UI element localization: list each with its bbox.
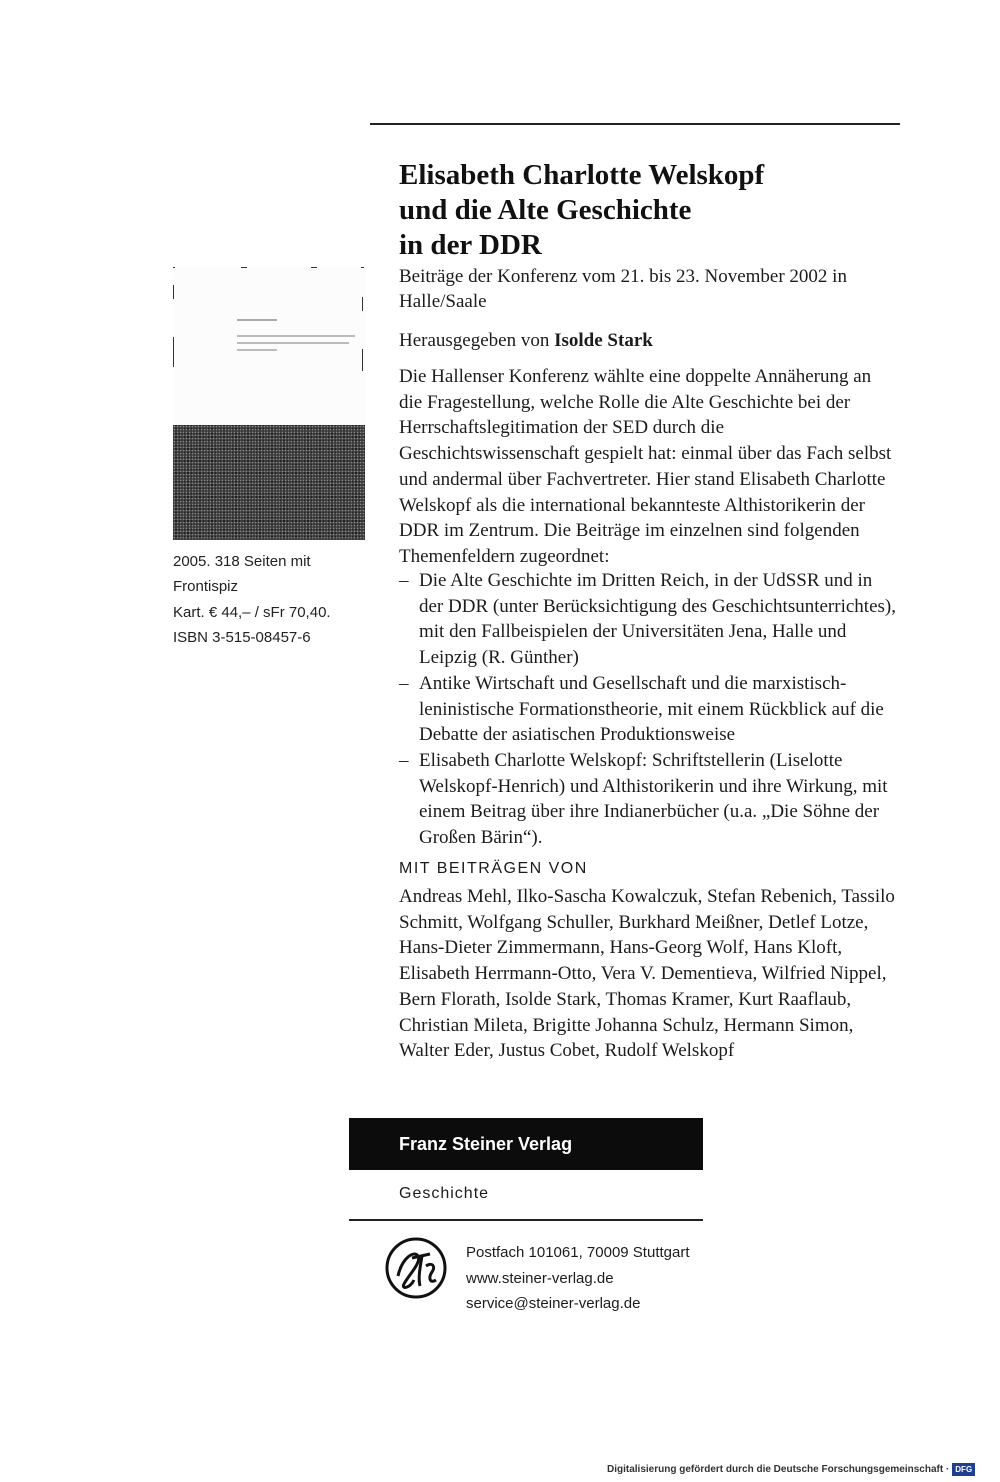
publisher-website-link[interactable]: www.steiner-verlag.de xyxy=(466,1269,614,1287)
editor-line xyxy=(399,328,653,353)
book-title-line-1: Elisabeth Charlotte Welskopf xyxy=(399,159,765,191)
publisher-banner xyxy=(349,1118,703,1170)
cover-edge-right xyxy=(362,297,363,311)
book-title-line-2: und die Alte Geschichte xyxy=(399,194,692,226)
publisher-email-link[interactable]: service@steiner-verlag.de xyxy=(466,1295,641,1312)
cover-faint-text xyxy=(237,319,359,351)
top-divider xyxy=(370,123,900,125)
book-price: Kart. € 44,– / sFr 70,40. xyxy=(173,603,331,621)
contributors-list: Andreas Mehl, Ilko-Sascha Kowalczuk, Stefan Rebenich, Tassilo Schmitt, Wolfgang Schuller, Burkhard Meißner, Detlef Lotze, Hans-Dieter Zimmermann, Hans-Georg Wolf, Hans Kloft, Elisabeth Herrmann-Otto, Vera V. Dementieva, Wilfried Nippel, Bern Florath, Isolde Stark, Thomas Kramer, Kurt Raaflaub, Christian Mileta, Brigitte Johanna Schulz, Hermann Simon, Walter Eder, Justus Cobet, Rudolf Welskopf xyxy=(399,886,895,1062)
topic-item: – Elisabeth Charlotte Welskopf: Schriftstellerin (Liselotte Welskopf-Henrich) und Althistorikerin und ihre Wirkung, mit einem Beitrag über ihre Indianerbücher (u.a. „Die Söhne der Großen Bärin“). xyxy=(399,748,899,851)
publisher-address: Postfach 101061, 70009 Stuttgart xyxy=(466,1244,690,1261)
cover-mark xyxy=(173,267,175,268)
book-details xyxy=(173,549,363,650)
publisher-logo-icon xyxy=(384,1236,448,1300)
editor-name: Isolde Stark xyxy=(554,330,653,351)
book-title-line-3: in der DDR xyxy=(399,229,542,261)
category-label: Geschichte xyxy=(399,1185,490,1202)
publisher-name: Franz Steiner Verlag xyxy=(399,1134,573,1154)
book-isbn: ISBN 3-515-08457-6 xyxy=(173,628,311,646)
cover-mark xyxy=(311,267,317,268)
topic-item: – Die Alte Geschichte im Dritten Reich, in der UdSSR und in der DDR (unter Berücksichtigung des Geschichtsunterrichtes), mit den Fallbeispielen der Universitäten Jena, Halle und Leipzig (R. Günther) xyxy=(399,568,899,671)
editor-prefix: Herausgegeben von xyxy=(399,330,550,351)
cover-edge-left xyxy=(173,337,174,367)
bottom-divider xyxy=(349,1219,703,1221)
book-pages: 2005. 318 Seiten mit xyxy=(173,553,311,570)
book-description: Die Hallenser Konferenz wählte eine doppelte Annäherung an die Fragestellung, welche Rolle die Alte Geschichte bei der Herrschaftslegitimation der SED durch die Geschichtswissenschaft gespielt hat: einmal über das Fach selbst und andermal über Fachvertreter. Hier stand Elisabeth Charlotte Welskopf als die international bekannteste Althistorikerin der DDR im Zentrum. Die Beiträge im einzelnen sind folgenden Themenfeldern zugeordnet: xyxy=(399,366,892,567)
book-subtitle: Beiträge der Konferenz vom 21. bis 23. November 2002 in Halle/Saale xyxy=(399,266,847,312)
contributors-heading: MIT BEITRÄGEN VON xyxy=(399,860,588,877)
publisher-contact xyxy=(466,1240,690,1317)
book-frontispiece: Frontispiz xyxy=(173,578,239,596)
dfg-logo-icon: DFG xyxy=(952,1463,975,1476)
cover-lower-area xyxy=(173,425,365,540)
book-cover-image xyxy=(173,267,365,540)
cover-edge-left xyxy=(173,285,174,299)
book-title xyxy=(399,158,919,263)
digitization-footer xyxy=(607,1463,975,1476)
cover-edge-right xyxy=(362,349,363,371)
cover-mark xyxy=(241,267,247,268)
topic-list xyxy=(399,568,899,851)
topic-item: – Antike Wirtschaft und Gesellschaft und die marxistisch-leninistische Formationstheorie, mit einem Rückblick auf die Debatte der asiatischen Produktionsweise xyxy=(399,671,899,748)
footer-text: Digitalisierung gefördert durch die Deutsche Forschungsgemeinschaft · xyxy=(607,1464,950,1475)
cover-mark xyxy=(361,267,364,268)
